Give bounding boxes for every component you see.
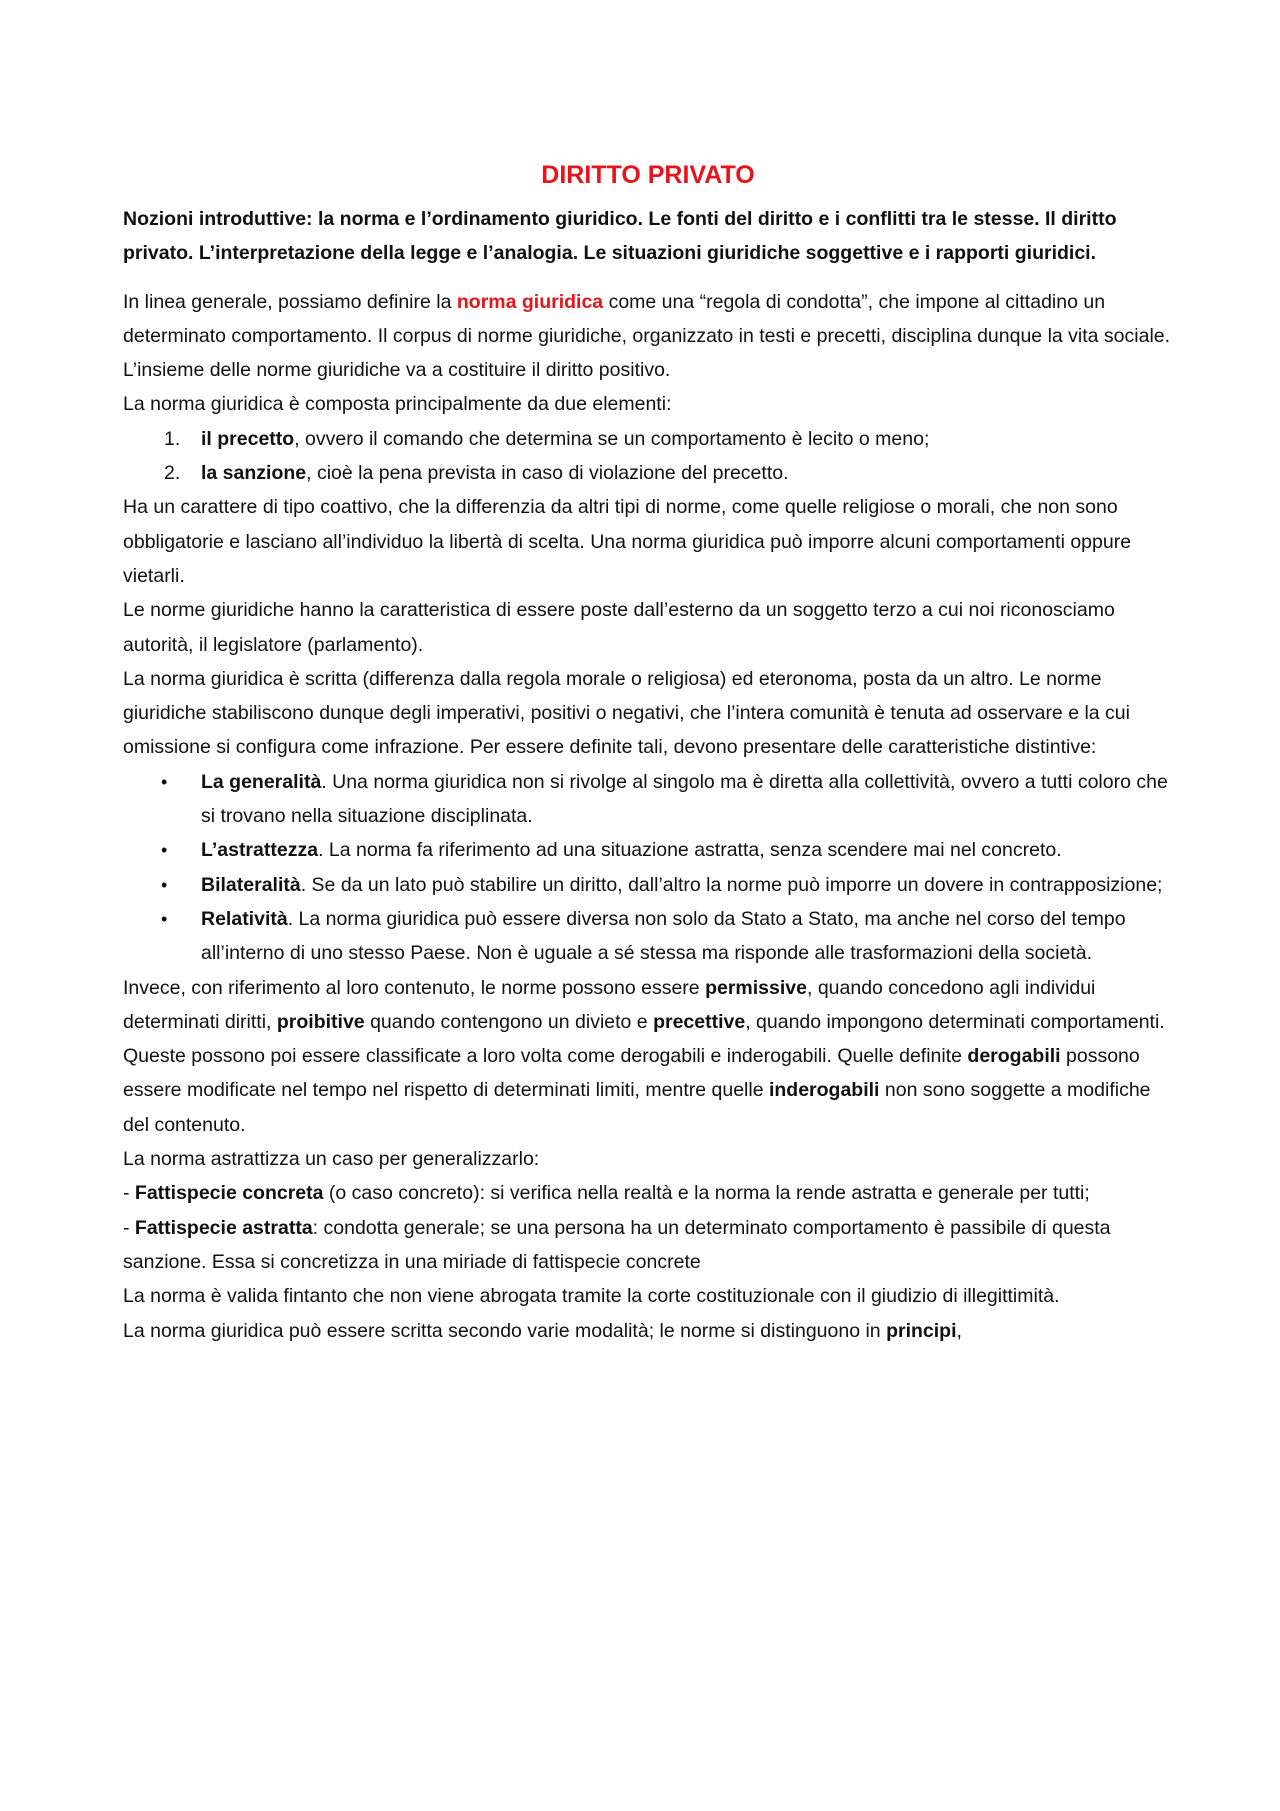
- paragraph-astrattizza: La norma astrattizza un caso per generalizzarlo:: [123, 1148, 540, 1171]
- paragraph-carattere-coattivo: Ha un carattere di tipo coattivo, che la differenzia da altri tipi di norme, come quelle religiose o morali, che non sono obbligatorie e lasciano all’individuo la libertà di scelta. Una norma giuridica può imporre alcuni comportamenti oppure vietarli.: [123, 496, 1132, 587]
- bullet-icon: •: [161, 840, 168, 861]
- text-run: non sono soggette a modifiche del contenuto.: [123, 1079, 1151, 1136]
- list-item: [161, 833, 1173, 867]
- bold-term: Fattispecie concreta: [134, 1182, 324, 1205]
- list-term: L’astrattezza: [201, 839, 319, 862]
- list-text: . La norma giuridica può essere diversa non solo da Stato a Stato, ma anche nel corso del tempo all’interno di uno stesso Paese. Non è uguale a sé stessa ma risponde alle trasformazioni della società.: [201, 907, 1126, 965]
- text-run: (o caso concreto): si verifica nella realtà e la norma la rende astratta e generale per tutti;: [323, 1182, 1090, 1205]
- bullet-icon: •: [161, 908, 168, 929]
- list-item: [161, 868, 1173, 902]
- elements-list: [123, 422, 1173, 491]
- list-text: . Una norma giuridica non si rivolge al singolo ma è diretta alla collettività, ovvero a tutti coloro che si trovano nella situazione disciplinata.: [201, 770, 1168, 828]
- paragraph-fattispecie-astratta: [123, 1211, 1173, 1280]
- bold-term: inderogabili: [768, 1079, 880, 1102]
- list-text: . La norma fa riferimento ad una situazione astratta, senza scendere mai nel concreto.: [318, 839, 1062, 862]
- list-text: , cioè la pena prevista in caso di violazione del precetto.: [306, 462, 789, 485]
- document-subtitle: Nozioni introduttive: la norma e l’ordinamento giuridico. Le fonti del diritto e i conflitti tra le stesse. Il diritto privato. L’interpretazione della legge e l’analogia. Le situazioni giuridiche soggettive e i rapporti giuridici.: [123, 208, 1117, 265]
- text-run: come una “regola di condotta”, che impone al cittadino un determinato comportamento. Il corpus di norme giuridiche, organizzato in testi e precetti, disciplina dunque la vita sociale. L’insieme delle norme giuridiche va a costituire il diritto positivo.: [123, 290, 1171, 382]
- text-run: : condotta generale; se una persona ha un determinato comportamento è passibile di questa sanzione. Essa si concretizza in una miriade di fattispecie concrete: [123, 1216, 1111, 1273]
- list-term: Bilateralità: [201, 873, 301, 896]
- list-term: la sanzione: [201, 462, 307, 485]
- dash: -: [123, 1182, 135, 1205]
- characteristics-list: [123, 765, 1173, 971]
- text-run: La norma giuridica può essere scritta secondo varie modalità; le norme si distinguono in: [123, 1319, 887, 1342]
- text-run: Invece, con riferimento al loro contenuto, le norme possono essere: [123, 976, 706, 999]
- paragraph-modalita: [123, 1314, 1173, 1348]
- paragraph-legislatore: Le norme giuridiche hanno la caratteristica di essere poste dall’esterno da un soggetto terzo a cui noi riconosciamo autorità, il legislatore (parlamento).: [123, 599, 1115, 656]
- list-item: [164, 456, 1173, 490]
- bold-term: precettive: [653, 1010, 746, 1033]
- list-number: 2.: [164, 462, 181, 485]
- document-page: [123, 158, 1173, 1348]
- text-run: quando contengono un divieto e: [364, 1010, 654, 1033]
- paragraph-eteronoma: La norma giuridica è scritta (differenza dalla regola morale o religiosa) ed eteronoma, posta da un altro. Le norme giuridiche stabiliscono dunque degli imperativi, positivi o negativi, che l’intera comunità è tenuta ad osservare e la cui omissione si configura come infrazione. Per essere definite tali, devono presentare delle caratteristiche distintive:: [123, 667, 1130, 759]
- text-run: possono essere modificate nel tempo nel rispetto di determinati limiti, mentre quelle: [123, 1045, 1140, 1102]
- bullet-icon: •: [161, 771, 168, 792]
- paragraph-norma-definizione: [123, 285, 1173, 388]
- bullet-icon: •: [161, 874, 168, 895]
- bold-term: permissive: [705, 976, 807, 999]
- list-item: [161, 902, 1173, 971]
- dash: -: [123, 1216, 135, 1239]
- text-run: In linea generale, possiamo definire la: [123, 290, 457, 313]
- text-run: , quando concedono agli individui determinati diritti,: [123, 976, 1096, 1033]
- paragraph-contenuto-norme: [123, 971, 1173, 1142]
- list-text: . Se da un lato può stabilire un diritto, dall’altro la norme può imporre un dovere in contrapposizione;: [300, 873, 1163, 896]
- list-term: La generalità: [201, 770, 322, 793]
- list-item: [161, 765, 1173, 834]
- highlight-term: norma giuridica: [456, 290, 604, 313]
- list-term: il precetto: [201, 427, 295, 450]
- bold-term: proibitive: [276, 1010, 365, 1033]
- paragraph-fattispecie-concreta: [123, 1176, 1173, 1210]
- list-item: [164, 422, 1173, 456]
- paragraph-elementi: La norma giuridica è composta principalmente da due elementi:: [123, 393, 672, 416]
- bold-term: derogabili: [967, 1045, 1061, 1068]
- bold-term: principi: [886, 1319, 957, 1342]
- list-number: 1.: [164, 427, 181, 450]
- list-term: Relatività: [201, 907, 288, 930]
- document-title: DIRITTO PRIVATO: [541, 161, 755, 189]
- text-run: , quando impongono determinati comportamenti. Queste possono poi essere classificate a loro volta come derogabili e inderogabili. Quelle definite: [123, 1010, 1165, 1068]
- bold-term: Fattispecie astratta: [134, 1216, 313, 1239]
- paragraph-validita: La norma è valida fintanto che non viene abrogata tramite la corte costituzionale con il giudizio di illegittimità.: [123, 1285, 1060, 1308]
- text-run: ,: [956, 1319, 962, 1342]
- list-text: , ovvero il comando che determina se un comportamento è lecito o meno;: [294, 427, 930, 450]
